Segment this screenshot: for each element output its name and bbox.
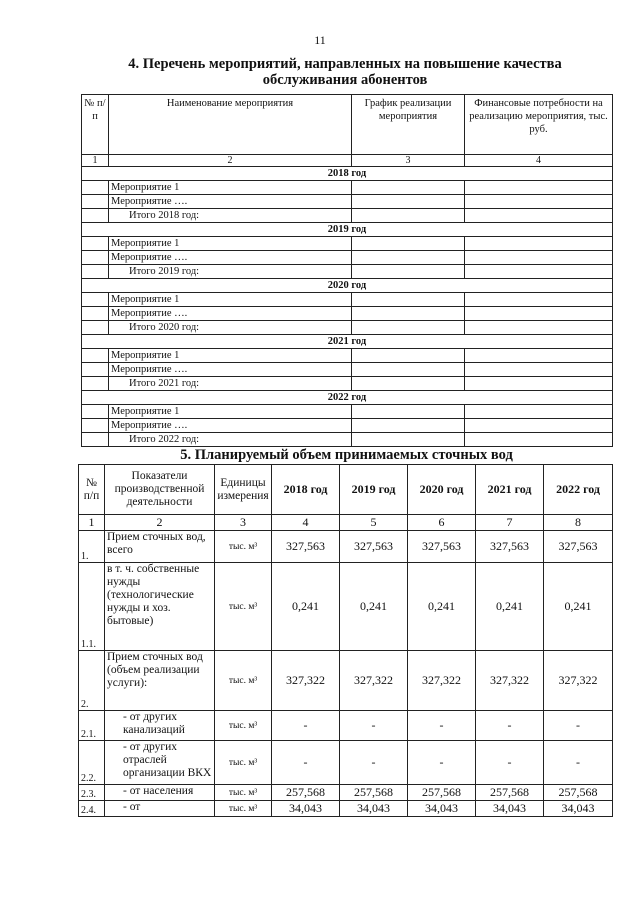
year-total-label: Итого 2022 год: [109, 433, 352, 447]
year-label: 2021 год [82, 335, 613, 349]
column-number: 6 [408, 515, 476, 531]
total-finance [465, 209, 613, 223]
value-cell: 327,322 [544, 651, 613, 711]
measure-name: Мероприятие 1 [109, 349, 352, 363]
measure-finance [465, 251, 613, 265]
measure-row [82, 237, 613, 251]
value-cell: - [476, 741, 544, 785]
value-cell: 34,043 [476, 801, 544, 817]
indicator-name: - от других канализаций [105, 711, 215, 741]
measure-name: Мероприятие 1 [109, 237, 352, 251]
measure-schedule [352, 237, 465, 251]
measure-number [82, 419, 109, 433]
measure-row [82, 363, 613, 377]
column-number-row [79, 515, 613, 531]
column-number: 8 [544, 515, 613, 531]
indicator-name: в т. ч. собственные нужды (технологические нужды и хоз. бытовые) [105, 563, 215, 651]
indicator-row [79, 785, 613, 801]
total-schedule [352, 321, 465, 335]
value-cell: 0,241 [272, 563, 340, 651]
measure-schedule [352, 307, 465, 321]
unit-label: тыс. м³ [215, 741, 272, 785]
total-schedule [352, 377, 465, 391]
col-header-2022: 2022 год [544, 465, 613, 515]
value-cell: 34,043 [340, 801, 408, 817]
row-number: 1. [79, 531, 105, 563]
measure-name: Мероприятие …. [109, 251, 352, 265]
measure-row [82, 195, 613, 209]
value-cell: 327,322 [272, 651, 340, 711]
section5-title: 5. Планируемый объем принимаемых сточных вод [180, 447, 513, 463]
value-cell: - [408, 741, 476, 785]
total-schedule [352, 265, 465, 279]
col-header-2019: 2019 год [340, 465, 408, 515]
unit-label: тыс. м³ [215, 563, 272, 651]
col-header-schedule: График реализации мероприятия [352, 95, 465, 155]
value-cell: 327,563 [476, 531, 544, 563]
value-cell: 0,241 [544, 563, 613, 651]
measure-schedule [352, 293, 465, 307]
measure-schedule [352, 181, 465, 195]
column-number: 2 [109, 155, 352, 167]
value-cell: 327,563 [340, 531, 408, 563]
year-row [82, 279, 613, 293]
col-header-indicator: Показатели производственной деятельности [105, 465, 215, 515]
row-number: 2.3. [79, 785, 105, 801]
measure-finance [465, 293, 613, 307]
measure-number [82, 181, 109, 195]
column-number: 2 [105, 515, 215, 531]
value-cell: - [408, 711, 476, 741]
measure-name: Мероприятие …. [109, 307, 352, 321]
measure-number [82, 363, 109, 377]
measure-name: Мероприятие …. [109, 363, 352, 377]
measure-number [82, 293, 109, 307]
col-header-2018: 2018 год [272, 465, 340, 515]
measure-finance [465, 405, 613, 419]
value-cell: 0,241 [408, 563, 476, 651]
row-number: 2.2. [79, 741, 105, 785]
measure-schedule [352, 363, 465, 377]
measure-schedule [352, 405, 465, 419]
year-total-label: Итого 2019 год: [109, 265, 352, 279]
col-header-measure-name: Наименование мероприятия [109, 95, 352, 155]
value-cell: - [476, 711, 544, 741]
measure-name: Мероприятие 1 [109, 405, 352, 419]
value-cell: - [340, 741, 408, 785]
value-cell: 257,568 [272, 785, 340, 801]
page-number: 11 [314, 33, 326, 47]
measure-name: Мероприятие …. [109, 419, 352, 433]
total-finance [465, 377, 613, 391]
measure-name: Мероприятие 1 [109, 181, 352, 195]
year-total-label: Итого 2020 год: [109, 321, 352, 335]
total-finance [465, 265, 613, 279]
year-total-row [82, 321, 613, 335]
value-cell: - [544, 711, 613, 741]
year-label: 2019 год [82, 223, 613, 237]
year-total-row [82, 265, 613, 279]
measure-row [82, 293, 613, 307]
measure-schedule [352, 349, 465, 363]
total-finance [465, 433, 613, 447]
measure-finance [465, 363, 613, 377]
col-header-number: № п/п [82, 95, 109, 155]
indicator-name: - от населения [105, 785, 215, 801]
measures-table [81, 94, 613, 447]
indicator-row [79, 711, 613, 741]
measure-schedule [352, 419, 465, 433]
column-number: 5 [340, 515, 408, 531]
column-number: 4 [272, 515, 340, 531]
value-cell: 327,322 [340, 651, 408, 711]
unit-label: тыс. м³ [215, 651, 272, 711]
measures-table-body [82, 155, 613, 447]
value-cell: - [544, 741, 613, 785]
measure-number [82, 195, 109, 209]
unit-label: тыс. м³ [215, 711, 272, 741]
measure-finance [465, 195, 613, 209]
year-total-row [82, 209, 613, 223]
value-cell: - [272, 711, 340, 741]
total-number [82, 377, 109, 391]
total-number [82, 209, 109, 223]
measure-finance [465, 419, 613, 433]
measure-finance [465, 237, 613, 251]
measure-schedule [352, 195, 465, 209]
indicator-row [79, 563, 613, 651]
column-number: 3 [352, 155, 465, 167]
year-row [82, 335, 613, 349]
value-cell: 327,322 [476, 651, 544, 711]
measure-row [82, 181, 613, 195]
col-header-finance: Финансовые потребности на реализацию мероприятия, тыс. руб. [465, 95, 613, 155]
col-header-unit: Единицы измерения [215, 465, 272, 515]
value-cell: 34,043 [272, 801, 340, 817]
measure-number [82, 349, 109, 363]
measure-row [82, 251, 613, 265]
year-label: 2022 год [82, 391, 613, 405]
year-total-label: Итого 2021 год: [109, 377, 352, 391]
row-number: 1.1. [79, 563, 105, 651]
measure-name: Мероприятие 1 [109, 293, 352, 307]
measure-number [82, 237, 109, 251]
value-cell: 327,563 [272, 531, 340, 563]
row-number: 2. [79, 651, 105, 711]
column-number: 7 [476, 515, 544, 531]
total-schedule [352, 433, 465, 447]
indicator-row [79, 651, 613, 711]
value-cell: - [272, 741, 340, 785]
value-cell: 34,043 [408, 801, 476, 817]
indicator-name: - от [105, 801, 215, 817]
year-label: 2018 год [82, 167, 613, 181]
value-cell: 257,568 [408, 785, 476, 801]
value-cell: 327,563 [408, 531, 476, 563]
value-cell: 257,568 [340, 785, 408, 801]
total-schedule [352, 209, 465, 223]
wastewater-table-body [79, 515, 613, 817]
section4-title: 4. Перечень мероприятий, направленных на повышение качества обслуживания абонентов [128, 56, 562, 88]
measure-number [82, 405, 109, 419]
total-finance [465, 321, 613, 335]
row-number: 2.1. [79, 711, 105, 741]
year-total-row [82, 433, 613, 447]
value-cell: 257,568 [476, 785, 544, 801]
value-cell: 34,043 [544, 801, 613, 817]
col-header-number: № п/п [79, 465, 105, 515]
indicator-name: Прием сточных вод (объем реализации услуги): [105, 651, 215, 711]
column-number: 4 [465, 155, 613, 167]
measure-name: Мероприятие …. [109, 195, 352, 209]
unit-label: тыс. м³ [215, 785, 272, 801]
year-label: 2020 год [82, 279, 613, 293]
year-row [82, 223, 613, 237]
column-number: 1 [82, 155, 109, 167]
measure-number [82, 251, 109, 265]
year-total-label: Итого 2018 год: [109, 209, 352, 223]
value-cell: 0,241 [340, 563, 408, 651]
measure-row [82, 405, 613, 419]
measure-row [82, 307, 613, 321]
value-cell: 257,568 [544, 785, 613, 801]
column-number: 3 [215, 515, 272, 531]
unit-label: тыс. м³ [215, 531, 272, 563]
measure-row [82, 349, 613, 363]
measure-number [82, 307, 109, 321]
indicator-row [79, 801, 613, 817]
col-header-2021: 2021 год [476, 465, 544, 515]
row-number: 2.4. [79, 801, 105, 817]
total-number [82, 321, 109, 335]
column-number-row [82, 155, 613, 167]
value-cell: - [340, 711, 408, 741]
measure-finance [465, 349, 613, 363]
value-cell: 327,563 [544, 531, 613, 563]
indicator-row [79, 531, 613, 563]
wastewater-volume-table [78, 464, 613, 817]
indicator-row [79, 741, 613, 785]
measure-finance [465, 181, 613, 195]
measure-schedule [352, 251, 465, 265]
unit-label: тыс. м³ [215, 801, 272, 817]
measure-finance [465, 307, 613, 321]
year-total-row [82, 377, 613, 391]
col-header-2020: 2020 год [408, 465, 476, 515]
value-cell: 327,322 [408, 651, 476, 711]
measure-row [82, 419, 613, 433]
total-number [82, 265, 109, 279]
year-row [82, 167, 613, 181]
column-number: 1 [79, 515, 105, 531]
total-number [82, 433, 109, 447]
value-cell: 0,241 [476, 563, 544, 651]
indicator-name: - от других отраслей организации ВКХ [105, 741, 215, 785]
indicator-name: Прием сточных вод, всего [105, 531, 215, 563]
year-row [82, 391, 613, 405]
